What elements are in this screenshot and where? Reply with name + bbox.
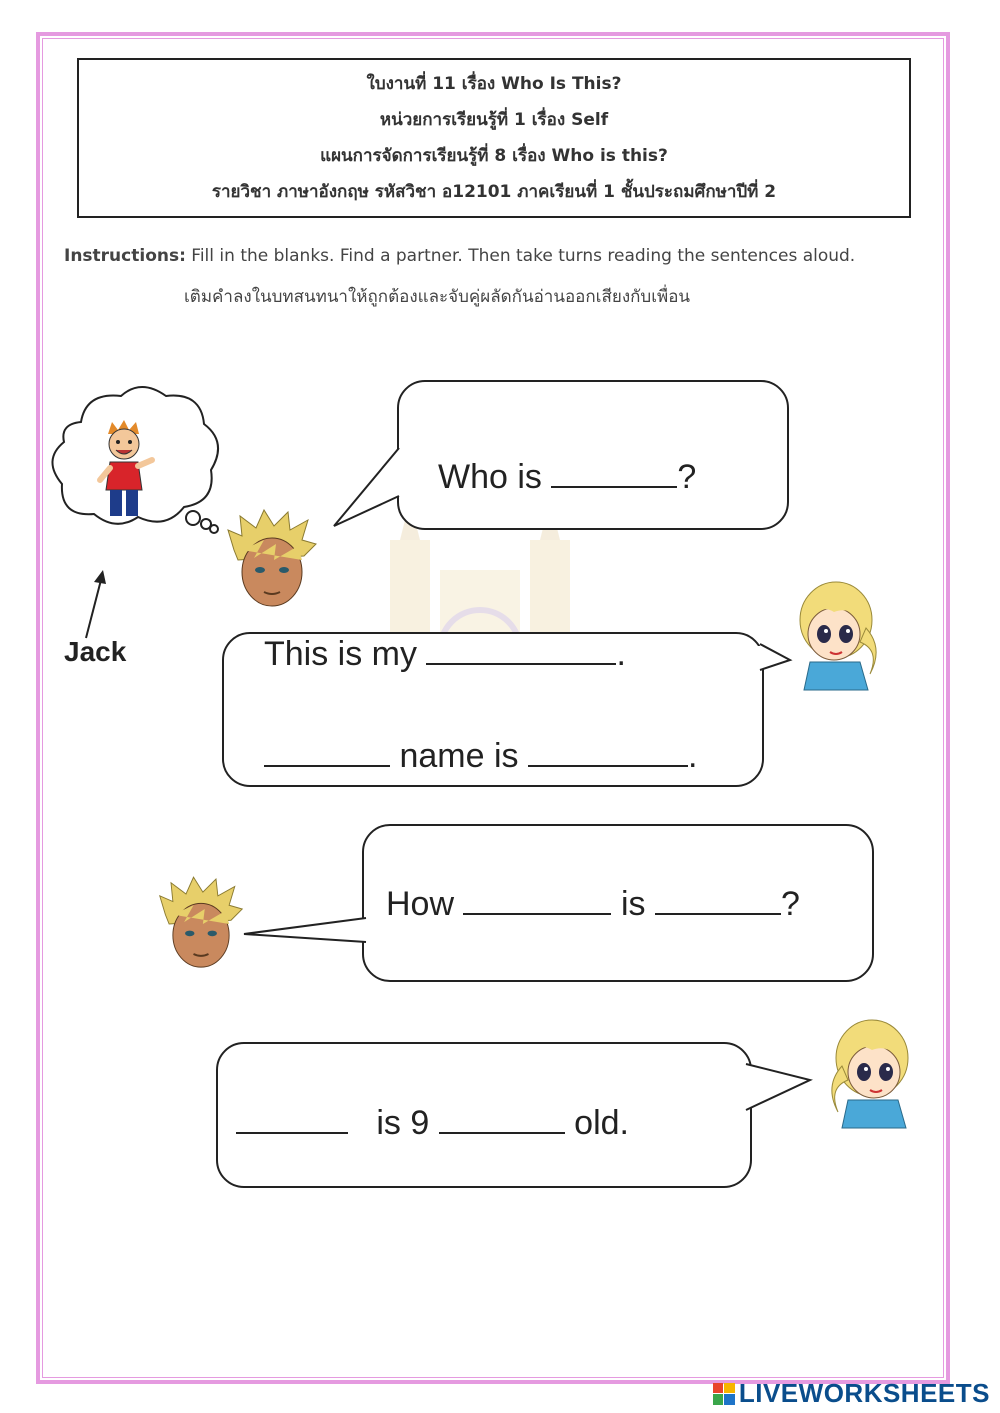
answer-1-line-2-mid: name is — [399, 737, 519, 775]
worksheet-header — [77, 58, 911, 218]
question-1-suffix: ? — [677, 458, 697, 496]
answer-2-mid: is 9 — [376, 1104, 430, 1142]
bubble-tail — [242, 912, 368, 952]
answer-1-line-2-suffix: . — [687, 737, 698, 775]
speech-bubble-question-1 — [397, 380, 789, 530]
header-plan: แผนการจัดการเรียนรู้ที่ 8 เรื่อง Who is this? — [320, 146, 668, 166]
instructions-label: Instructions: — [64, 246, 186, 266]
instructions — [64, 246, 924, 266]
header-subject: รายวิชา ภาษาอังกฤษ รหัสวิชา อ12101 ภาคเรียนที่ 1 ชั้นประถมศึกษาปีที่ 2 — [211, 182, 777, 202]
answer-blank-6[interactable] — [655, 887, 781, 915]
answer-1-line-1-suffix: . — [616, 635, 626, 673]
bubble-tail — [746, 1060, 814, 1120]
jack-boy-icon — [96, 420, 156, 520]
answer-blank-3[interactable] — [264, 739, 390, 767]
girl-face-icon — [824, 1016, 920, 1132]
answer-blank-8[interactable] — [439, 1106, 565, 1134]
bubble-tail — [760, 640, 800, 680]
instructions-text-th: เติมคำลงในบทสนทนาให้ถูกต้องและจับคู่ผลัดกันอ่านออกเสียงกับเพื่อน — [184, 287, 691, 307]
question-1-line — [438, 458, 696, 497]
girl-face-icon — [788, 578, 884, 694]
question-2-mid: is — [620, 885, 646, 923]
arrow-icon — [80, 570, 110, 640]
question-2-suffix: ? — [780, 885, 800, 923]
bubble-tail — [332, 440, 402, 530]
liveworksheets-mark-icon — [713, 1383, 735, 1405]
brand-name: LIVEWORKSHEETS — [738, 1378, 990, 1408]
answer-2-line — [236, 1104, 629, 1143]
answer-1-line-2 — [264, 737, 697, 776]
instructions-text-en: Fill in the blanks. Find a partner. Then take turns reading the sentences aloud. — [191, 246, 856, 266]
boy-face-icon — [224, 510, 320, 610]
answer-1-line-1-prefix: This is my — [264, 635, 417, 673]
answer-blank-7[interactable] — [236, 1106, 348, 1134]
answer-1-line-1 — [264, 635, 626, 674]
boy-face-icon — [156, 872, 246, 976]
liveworksheets-logo — [713, 1378, 990, 1409]
answer-blank-5[interactable] — [463, 887, 611, 915]
question-2-line — [386, 885, 800, 924]
header-unit: หน่วยการเรียนรู้ที่ 1 เรื่อง Self — [379, 110, 609, 130]
question-1-prefix: Who is — [438, 458, 542, 496]
answer-blank-4[interactable] — [528, 739, 688, 767]
header-title: ใบงานที่ 11 เรื่อง Who Is This? — [366, 74, 622, 94]
question-2-prefix: How — [386, 885, 455, 923]
answer-2-suffix: old. — [574, 1104, 629, 1142]
answer-blank-2[interactable] — [426, 637, 616, 665]
answer-blank-1[interactable] — [551, 460, 677, 488]
jack-label: Jack — [64, 636, 127, 667]
